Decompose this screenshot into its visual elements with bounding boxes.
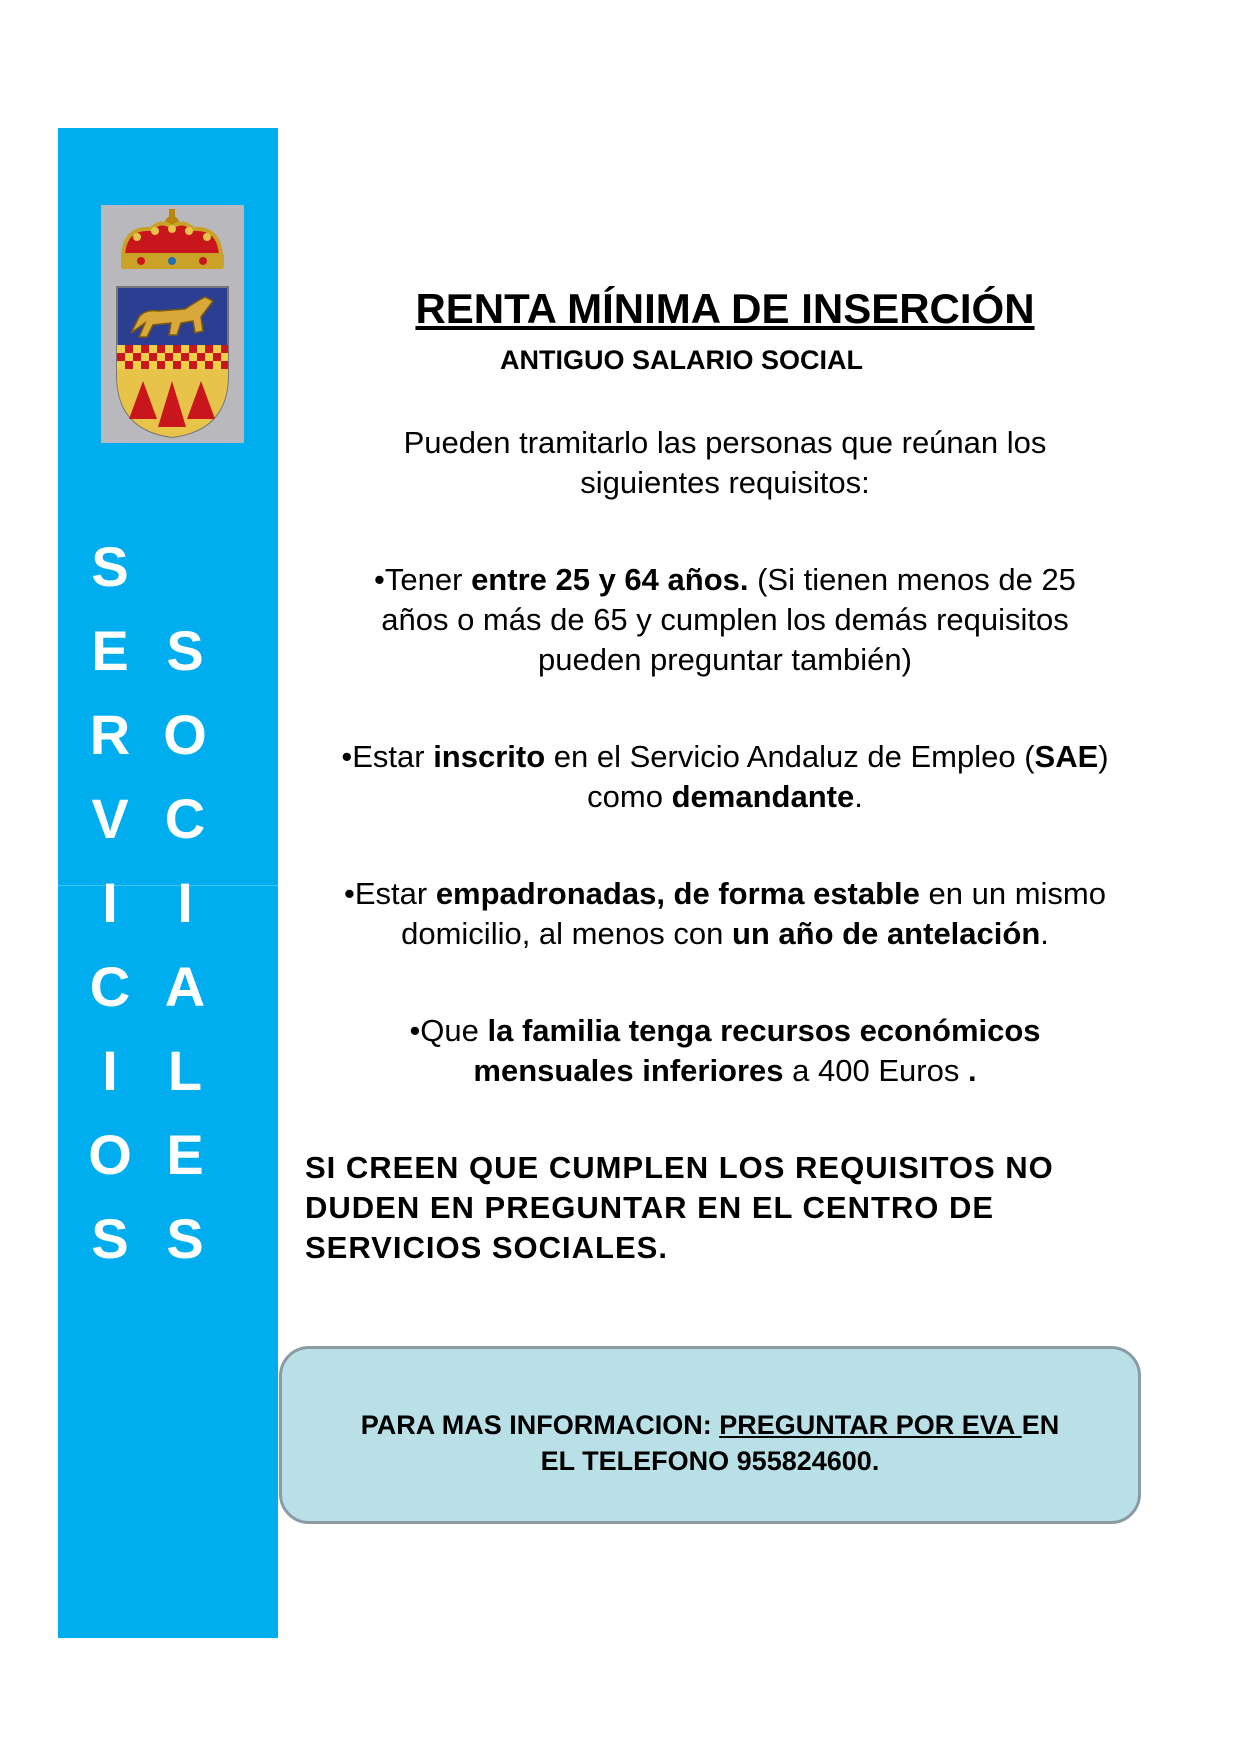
req-text: (Si tienen menos de 25 xyxy=(748,562,1076,597)
req-text: •Que xyxy=(409,1013,488,1048)
sidebar-letter: E xyxy=(166,1123,204,1186)
req-bold: empadronadas, de forma estable xyxy=(435,876,920,911)
sidebar-letter: S xyxy=(91,1207,129,1270)
req-bold: . xyxy=(967,1053,977,1088)
sidebar-letter: A xyxy=(164,955,206,1018)
req-text: •Estar xyxy=(343,876,436,911)
req-text: en el Servicio Andaluz de Empleo ( xyxy=(545,739,1035,774)
intro-line: siguientes requisitos: xyxy=(580,465,870,500)
req-text: en un mismo xyxy=(919,876,1106,911)
sidebar-word-servicios xyxy=(80,525,140,1281)
intro-paragraph xyxy=(300,423,1150,503)
requirement-income xyxy=(300,1011,1150,1091)
call-to-action xyxy=(305,1148,1145,1268)
req-bold: entre 25 y 64 años. xyxy=(471,562,749,597)
info-contact-name: PREGUNTAR POR EVA xyxy=(719,1410,1022,1440)
req-text: ) xyxy=(1098,739,1109,774)
sidebar-letter: C xyxy=(89,955,131,1018)
req-text: . xyxy=(1040,916,1049,951)
contact-info-box xyxy=(279,1346,1141,1524)
requirement-residence xyxy=(300,874,1150,954)
req-text: . xyxy=(854,779,863,814)
req-bold: la familia tenga recursos económicos xyxy=(487,1013,1041,1048)
req-text: a 400 Euros xyxy=(783,1053,968,1088)
sidebar-letter: E xyxy=(91,619,129,682)
page-title: RENTA MÍNIMA DE INSERCIÓN xyxy=(415,285,1035,332)
sidebar-word-sociales xyxy=(155,609,215,1281)
req-text: años o más de 65 y cumplen los demás requisitos xyxy=(381,602,1069,637)
req-bold: inscrito xyxy=(433,739,546,774)
cta-line: DUDEN EN PREGUNTAR EN EL CENTRO DE xyxy=(305,1190,995,1225)
sidebar-letter: I xyxy=(102,871,118,934)
requirement-age xyxy=(300,560,1150,680)
sidebar-letter: R xyxy=(89,703,131,766)
requirement-sae xyxy=(300,737,1150,817)
req-text: como xyxy=(587,779,672,814)
sidebar-letter: O xyxy=(88,1123,132,1186)
info-text: EN xyxy=(1021,1410,1060,1440)
sidebar-banner xyxy=(58,128,278,1638)
sidebar-letter: O xyxy=(163,703,207,766)
req-text: pueden preguntar también) xyxy=(538,642,912,677)
req-bold: un año de antelación xyxy=(731,916,1041,951)
sidebar-letter: S xyxy=(166,619,204,682)
cta-line: SERVICIOS SOCIALES. xyxy=(305,1230,668,1265)
sidebar-letter: L xyxy=(167,1039,203,1102)
sidebar-letter: V xyxy=(91,787,129,850)
coat-of-arms-icon xyxy=(101,205,244,443)
req-bold: mensuales inferiores xyxy=(473,1053,784,1088)
req-bold: demandante xyxy=(671,779,855,814)
info-text: PARA MAS INFORMACION: xyxy=(360,1410,720,1440)
sidebar-letter: I xyxy=(177,871,193,934)
sidebar-letter: I xyxy=(102,1039,118,1102)
page-subtitle: ANTIGUO SALARIO SOCIAL xyxy=(500,345,863,375)
req-text: domicilio, al menos con xyxy=(401,916,732,951)
req-text: •Estar xyxy=(341,739,434,774)
req-bold: SAE xyxy=(1034,739,1099,774)
req-text: •Tener xyxy=(374,562,472,597)
cta-line: SI CREEN QUE CUMPLEN LOS REQUISITOS NO xyxy=(305,1150,1054,1185)
info-phone: EL TELEFONO 955824600. xyxy=(540,1446,880,1476)
sidebar-letter: S xyxy=(91,535,129,598)
sidebar-letter: S xyxy=(166,1207,204,1270)
contact-info-text xyxy=(282,1407,1138,1479)
intro-line: Pueden tramitarlo las personas que reúnan los xyxy=(403,425,1047,460)
sidebar-letter: C xyxy=(164,787,206,850)
